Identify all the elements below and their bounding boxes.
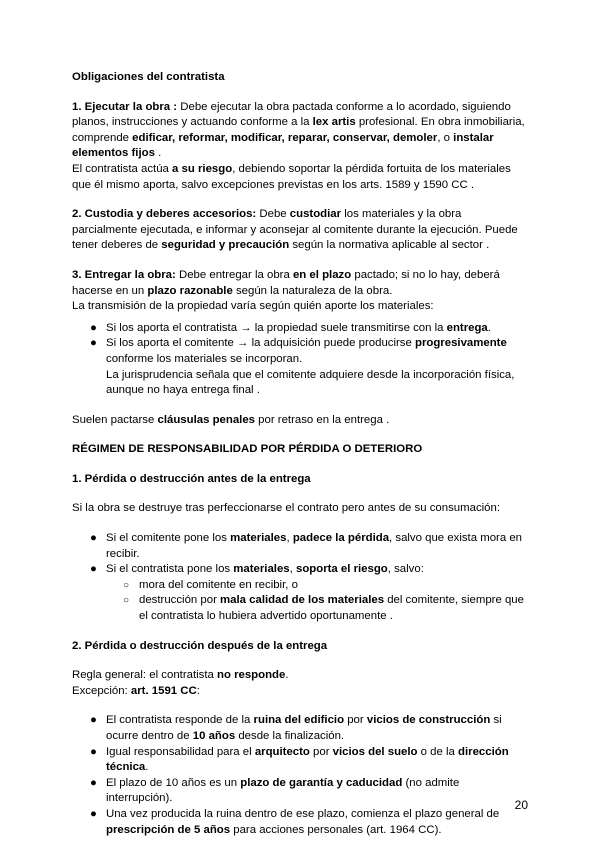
text: Debe entregar la obra bbox=[175, 268, 293, 281]
bold-text: plazo de garantía y caducidad bbox=[240, 776, 403, 789]
text: pactado; si no lo hay, deberá hacerse en un bbox=[72, 268, 500, 297]
page-number: 20 bbox=[514, 798, 528, 812]
bold-text: dirección técnica bbox=[106, 745, 509, 774]
paragraph-intro: Si la obra se destruye tras perfeccionarse el contrato pero antes de su consumación: bbox=[72, 502, 501, 515]
antes-list bbox=[72, 531, 528, 625]
text: , bbox=[289, 563, 296, 576]
bold-text: no responde bbox=[217, 669, 286, 682]
list-item bbox=[72, 807, 528, 838]
list-item bbox=[72, 562, 528, 578]
list-item bbox=[72, 321, 528, 337]
bullet-icon: ● bbox=[90, 714, 97, 727]
bold-text: edificar, reformar, modificar, reparar, conservar, demoler bbox=[132, 131, 438, 144]
text: para acciones personales (art. 1964 CC). bbox=[230, 823, 442, 836]
bullet-icon: ● bbox=[90, 745, 97, 758]
bold-text: vicios del suelo bbox=[332, 745, 418, 758]
bold-text: progresivamente bbox=[415, 337, 507, 350]
bold-text: en el plazo bbox=[292, 268, 352, 281]
sub-list-item bbox=[72, 578, 528, 594]
list-item bbox=[72, 745, 528, 776]
text: Debe bbox=[256, 208, 290, 221]
document-page bbox=[72, 70, 528, 852]
list-item bbox=[72, 713, 528, 744]
item-label: 1. Ejecutar la obra : bbox=[72, 100, 178, 113]
text: profesional. En obra inmobiliaria, comprende bbox=[72, 116, 525, 144]
text: mora del comitente en recibir, o bbox=[139, 578, 298, 591]
paragraph-ejecutar bbox=[72, 100, 528, 194]
regimen-heading: RÉGIMEN DE RESPONSABILIDAD POR PÉRDIDA O DETERIORO bbox=[72, 443, 423, 456]
text: Si el comitente pone los bbox=[106, 532, 231, 545]
bold-text: materiales bbox=[230, 532, 287, 545]
list-item bbox=[72, 531, 528, 562]
bullet-icon: ● bbox=[90, 563, 97, 576]
text: . bbox=[487, 321, 491, 334]
text: . bbox=[285, 669, 289, 682]
item-label: 3. Entregar la obra: bbox=[72, 268, 176, 281]
paragraph-regla bbox=[72, 668, 528, 699]
text: Debe ejecutar la obra pactada conforme a lo acordado, siguiendo planos, instrucciones y actuando conforme a la bbox=[72, 100, 511, 129]
list-item bbox=[72, 336, 528, 398]
text: . bbox=[145, 761, 149, 774]
bold-text: instalar elementos fijos bbox=[72, 131, 494, 160]
text: : bbox=[196, 684, 200, 697]
bold-text: mala calidad de los materiales bbox=[220, 594, 385, 607]
text: Una vez producida la ruina dentro de ese plazo, comienza el plazo general de bbox=[106, 807, 500, 820]
bold-text: vicios de construcción bbox=[366, 714, 491, 727]
bold-text: arquitecto bbox=[254, 745, 310, 758]
bold-text: prescripción de 5 años bbox=[106, 823, 231, 836]
bold-text: seguridad y precaución bbox=[161, 239, 290, 252]
bold-text: entrega bbox=[446, 321, 488, 334]
bold-text: materiales bbox=[233, 563, 290, 576]
bold-text: custodiar bbox=[289, 208, 342, 221]
text: destrucción por bbox=[139, 594, 221, 607]
paragraph-entregar bbox=[72, 268, 528, 315]
sub-list-item bbox=[72, 593, 528, 624]
text: Si los aporta el contratista → la propiedad suele transmitirse con la bbox=[106, 321, 447, 334]
text: según la normativa aplicable al sector . bbox=[289, 239, 490, 252]
text: , salvo que exista mora en recibir. bbox=[106, 532, 523, 560]
text: Regla general: el contratista bbox=[72, 669, 217, 682]
text: , bbox=[286, 532, 293, 545]
text: Si los aporta el comitente → la adquisición puede producirse bbox=[106, 337, 415, 350]
text: Igual responsabilidad para el bbox=[106, 745, 255, 758]
text: según la naturaleza de la obra. bbox=[232, 284, 393, 297]
paragraph-custodia bbox=[72, 207, 528, 254]
bold-text: padece la pérdida bbox=[292, 532, 390, 545]
list-item bbox=[72, 776, 528, 807]
bullet-icon: ● bbox=[90, 776, 97, 789]
text: si ocurre dentro de bbox=[106, 714, 502, 742]
text: Suelen pactarse bbox=[72, 413, 158, 426]
bold-text: art. 1591 CC bbox=[130, 684, 197, 697]
text: El contratista actúa bbox=[72, 162, 173, 175]
bold-text: cláusulas penales bbox=[157, 413, 256, 426]
item-label: 2. Custodia y deberes accesorios: bbox=[72, 208, 257, 221]
paragraph-clausulas bbox=[72, 413, 528, 429]
bullet-icon: ● bbox=[90, 337, 97, 350]
text: o de la bbox=[417, 745, 459, 758]
text: por bbox=[309, 745, 333, 758]
text: , debiendo soportar la pérdida fortuita de los materiales que él mismo aporta, salvo excepciones previstas en los arts. 1589 y 1590 CC . bbox=[72, 162, 511, 191]
bold-text: lex artis bbox=[312, 116, 356, 129]
bullet-icon: ● bbox=[90, 532, 97, 545]
text: (no admite interrupción). bbox=[106, 776, 460, 805]
text: por bbox=[344, 714, 367, 727]
text: Si el contratista pone los bbox=[106, 563, 234, 576]
text: El contratista responde de la bbox=[106, 714, 254, 727]
bullet-icon: ● bbox=[90, 807, 97, 820]
despues-list bbox=[72, 713, 528, 838]
text: El plazo de 10 años es un bbox=[106, 776, 241, 789]
text: La transmisión de la propiedad varía según quién aporte los materiales: bbox=[72, 300, 434, 313]
bold-text: 10 años bbox=[192, 730, 236, 742]
text: desde la finalización. bbox=[235, 730, 345, 742]
section-title: Obligaciones del contratista bbox=[72, 71, 225, 83]
sub-bullet-icon: ○ bbox=[123, 579, 130, 591]
propiedad-list bbox=[72, 321, 528, 399]
text: por retraso en la entrega . bbox=[255, 413, 390, 426]
text: los materiales y la obra parcialmente ejecutada, e informar y aconsejar al comitente durante la ejecución. Puede tener deberes de bbox=[72, 208, 518, 252]
text: , salvo: bbox=[387, 563, 424, 576]
bullet-icon: ● bbox=[90, 321, 97, 334]
bold-text: ruina del edificio bbox=[253, 714, 345, 727]
bold-text: a su riesgo bbox=[172, 162, 233, 175]
bold-text: plazo razonable bbox=[147, 284, 233, 297]
text: La jurisprudencia señala que el comitente adquiere desde la incorporación física, aunque no haya entrega final . bbox=[106, 368, 515, 397]
subsection-title-antes: 1. Pérdida o destrucción antes de la entrega bbox=[72, 472, 311, 485]
text: , o bbox=[437, 131, 454, 144]
text: del comitente, siempre que el contratista lo hubiera advertido oportunamente . bbox=[139, 594, 524, 623]
bold-text: soporta el riesgo bbox=[295, 563, 388, 576]
text: conforme los materiales se incorporan. bbox=[106, 352, 303, 365]
text: Excepción: bbox=[72, 684, 131, 697]
text: . bbox=[154, 147, 162, 160]
subsection-title-despues: 2. Pérdida o destrucción después de la entrega bbox=[72, 639, 328, 652]
sub-bullet-icon: ○ bbox=[123, 595, 130, 607]
